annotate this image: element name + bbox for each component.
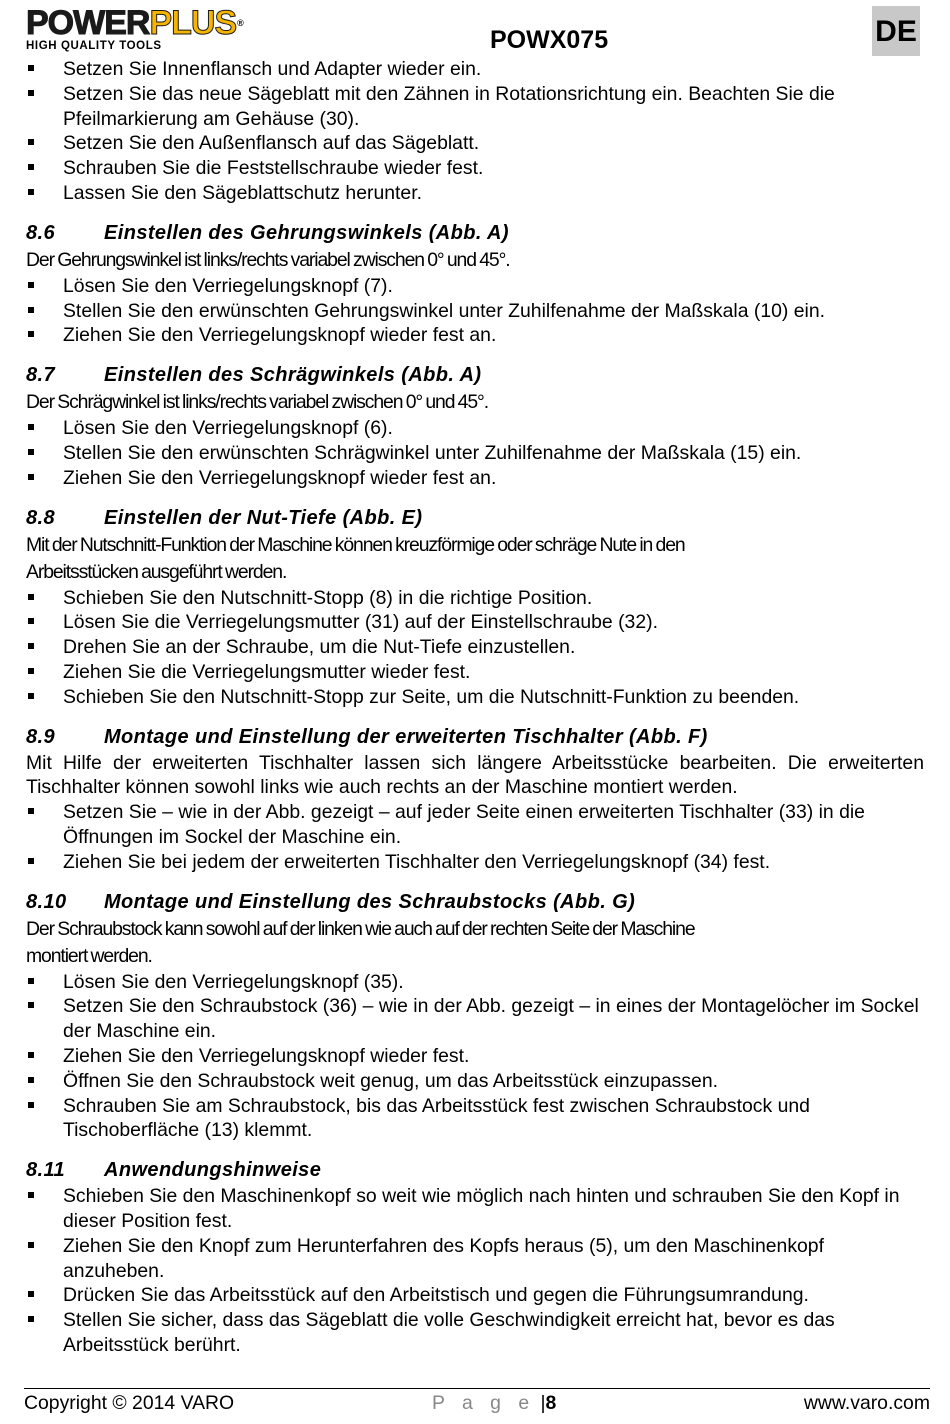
section-title: Anwendungshinweise <box>104 1159 322 1182</box>
powerplus-logo <box>26 6 296 50</box>
list-item: Schieben Sie den Maschinenkopf so weit wie möglich nach hinten und schrauben Sie den Kopf in dieser Position fest. <box>26 1184 924 1234</box>
list-item: Schieben Sie den Nutschnitt-Stopp (8) in die richtige Position. <box>26 586 924 611</box>
list-item: Öffnen Sie den Schraubstock weit genug, um das Arbeitsstück einzupassen. <box>26 1069 924 1094</box>
list-item: Ziehen Sie bei jedem der erweiterten Tischhalter den Verriegelungsknopf (34) fest. <box>26 850 924 875</box>
section-number: 8.11 <box>26 1159 66 1182</box>
language-badge: DE <box>872 6 920 56</box>
section-text: Der Schraubstock kann sowohl auf der linken wie auch auf der rechten Seite der Maschine <box>26 917 695 940</box>
page-separator: | <box>540 1392 546 1414</box>
section-number: 8.10 <box>26 890 67 913</box>
section-text: Arbeitsstücken ausgeführt werden. <box>26 560 287 583</box>
section-title: Einstellen des Schrägwinkels (Abb. A) <box>104 364 482 387</box>
list-item: Setzen Sie – wie in der Abb. gezeigt – auf jeder Seite einen erweiterten Tischhalter (33) in die Öffnungen im Sockel der Maschine ein. <box>26 800 924 850</box>
footer-copyright: Copyright © 2014 VARO <box>24 1392 235 1414</box>
section-text: Mit Hilfe der erweiterten Tischhalter lassen sich längere Arbeitsstücke bearbeiten. Die erweiterten Tischhalter können sowohl links wie auch rechts an der Maschine montiert werden. <box>26 751 924 799</box>
section-8-9-list <box>26 800 924 874</box>
footer-website: www.varo.com <box>803 1392 930 1414</box>
list-item: Lösen Sie den Verriegelungsknopf (6). <box>26 416 924 441</box>
list-item: Stellen Sie den erwünschten Schrägwinkel unter Zuhilfenahme der Maßskala (15) ein. <box>26 441 924 466</box>
section-title: Montage und Einstellung des Schraubstocks (Abb. G) <box>104 890 636 913</box>
list-item: Lassen Sie den Sägeblattschutz herunter. <box>26 181 924 206</box>
logo-power-text: POWER <box>26 4 150 42</box>
model-number: POWX075 <box>490 26 609 54</box>
page-number: 8 <box>545 1392 557 1414</box>
footer-page-indicator <box>432 1392 556 1415</box>
logo-tagline: HIGH QUALITY TOOLS <box>26 40 162 52</box>
logo-registered-mark: ® <box>237 18 243 28</box>
logo-plus-text: PLUS <box>149 4 237 42</box>
list-item: Lösen Sie den Verriegelungsknopf (7). <box>26 274 924 299</box>
list-item: Lösen Sie die Verriegelungsmutter (31) auf der Einstellschraube (32). <box>26 610 924 635</box>
section-8-11-list <box>26 1184 924 1358</box>
section-8-10-list <box>26 970 924 1144</box>
list-item: Schrauben Sie die Feststellschraube wieder fest. <box>26 156 924 181</box>
section-title: Einstellen der Nut-Tiefe (Abb. E) <box>104 506 423 529</box>
list-item: Setzen Sie den Schraubstock (36) – wie in der Abb. gezeigt – in eines der Montagelöcher im Sockel der Maschine ein. <box>26 994 924 1044</box>
list-item: Ziehen Sie die Verriegelungsmutter wieder fest. <box>26 660 924 685</box>
section-text: Der Gehrungswinkel ist links/rechts variabel zwischen 0° und 45°. <box>26 248 510 271</box>
intro-list <box>26 57 924 206</box>
section-title: Montage und Einstellung der erweiterten Tischhalter (Abb. F) <box>104 725 708 748</box>
section-text: Der Schrägwinkel ist links/rechts variabel zwischen 0° und 45°. <box>26 391 488 414</box>
section-8-7-list <box>26 416 924 490</box>
section-heading-8-8 <box>26 505 924 531</box>
footer-divider <box>24 1388 930 1389</box>
section-heading-8-7 <box>26 362 924 388</box>
section-heading-8-10 <box>26 889 924 915</box>
list-item: Setzen Sie den Außenflansch auf das Sägeblatt. <box>26 131 924 156</box>
list-item: Lösen Sie den Verriegelungsknopf (35). <box>26 970 924 995</box>
list-item: Stellen Sie sicher, dass das Sägeblatt die volle Geschwindigkeit erreicht hat, bevor es das Arbeitsstück berührt. <box>26 1308 924 1358</box>
list-item: Ziehen Sie den Verriegelungsknopf wieder fest. <box>26 1044 924 1069</box>
section-number: 8.9 <box>26 725 56 748</box>
list-item: Drücken Sie das Arbeitsstück auf den Arbeitstisch und gegen die Führungsumrandung. <box>26 1283 924 1308</box>
section-8-8-list <box>26 586 924 710</box>
list-item: Ziehen Sie den Verriegelungsknopf wieder fest an. <box>26 466 924 491</box>
section-number: 8.8 <box>26 506 56 529</box>
list-item: Schrauben Sie am Schraubstock, bis das Arbeitsstück fest zwischen Schraubstock und Tischoberfläche (13) klemmt. <box>26 1094 924 1144</box>
section-number: 8.7 <box>26 364 56 387</box>
list-item: Schieben Sie den Nutschnitt-Stopp zur Seite, um die Nutschnitt-Funktion zu beenden. <box>26 685 924 710</box>
section-8-6-list <box>26 274 924 348</box>
section-text: montiert werden. <box>26 944 152 967</box>
section-heading-8-9 <box>26 724 924 750</box>
list-item: Stellen Sie den erwünschten Gehrungswinkel unter Zuhilfenahme der Maßskala (10) ein. <box>26 299 924 324</box>
list-item: Drehen Sie an der Schraube, um die Nut-Tiefe einzustellen. <box>26 635 924 660</box>
list-item: Setzen Sie das neue Sägeblatt mit den Zähnen in Rotationsrichtung ein. Beachten Sie die Pfeilmarkierung am Gehäuse (30). <box>26 82 924 132</box>
list-item: Setzen Sie Innenflansch und Adapter wieder ein. <box>26 57 924 82</box>
list-item: Ziehen Sie den Verriegelungsknopf wieder fest an. <box>26 323 924 348</box>
section-text: Mit der Nutschnitt-Funktion der Maschine können kreuzförmige oder schräge Nute in den <box>26 533 685 556</box>
logo-wordmark <box>26 6 296 40</box>
section-title: Einstellen des Gehrungswinkels (Abb. A) <box>104 221 509 244</box>
section-heading-8-11 <box>26 1157 924 1183</box>
list-item: Ziehen Sie den Knopf zum Herunterfahren des Kopfs heraus (5), um den Maschinenkopf anzuheben. <box>26 1234 924 1284</box>
section-number: 8.6 <box>26 221 56 244</box>
page-word: P a g e <box>432 1392 536 1414</box>
page-content <box>26 57 924 1358</box>
section-heading-8-6 <box>26 220 924 246</box>
